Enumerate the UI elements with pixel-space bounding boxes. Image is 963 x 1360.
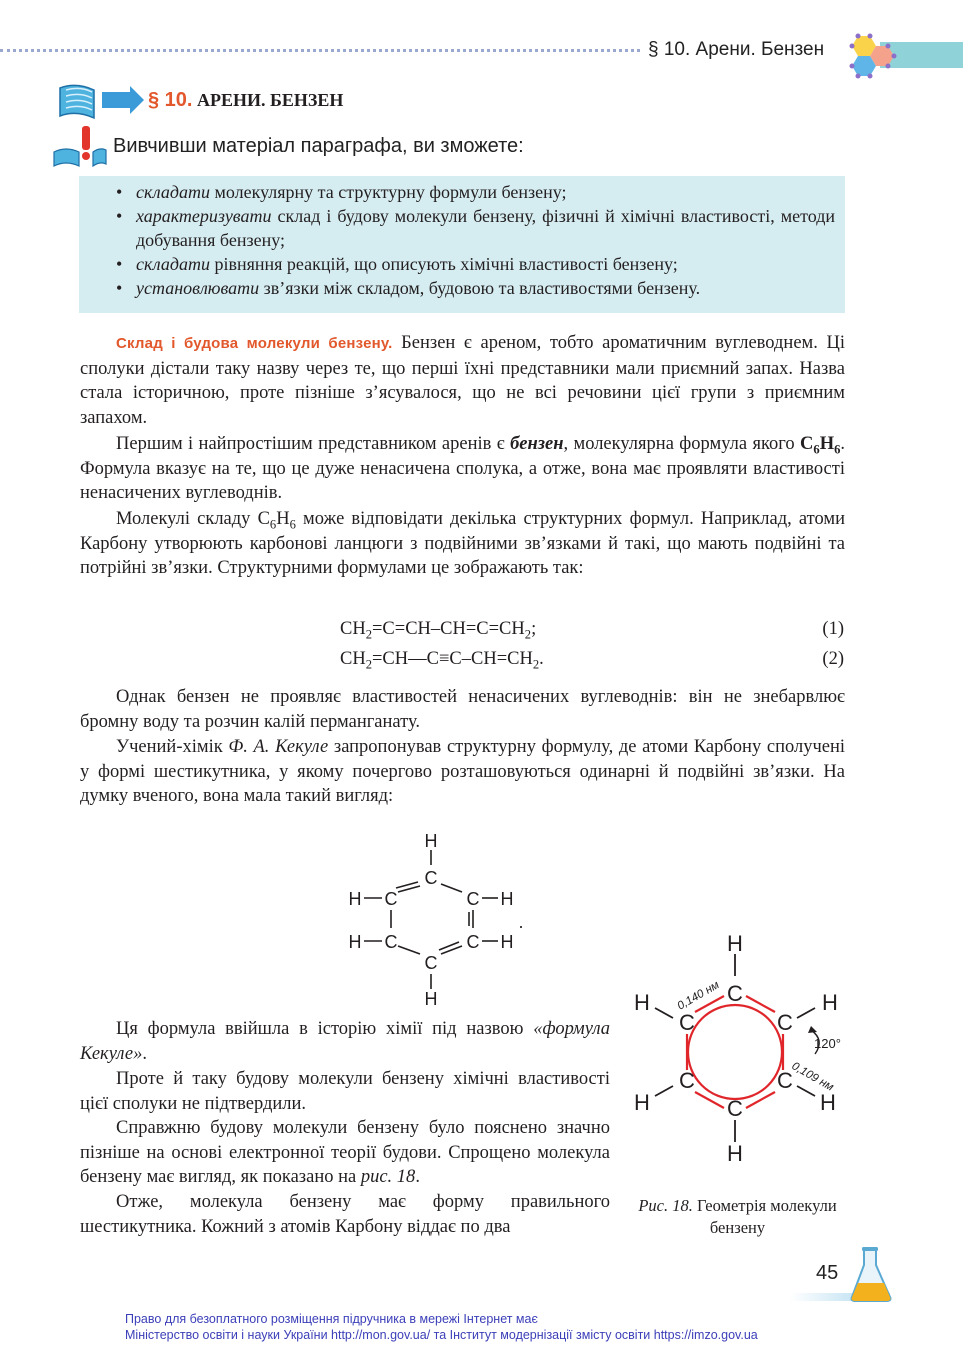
molecular-formula: $C_6H_6$ xyxy=(257,509,296,532)
figure-caption: Рис. 18. Геометрія молекули бензену xyxy=(638,1196,837,1237)
list-item: • установлювати зв’язки між складом, будовою та властивостями бензену. xyxy=(113,276,835,300)
header-dotted-rule xyxy=(0,49,640,52)
goals-intro: Вивчивши матеріал параграфа, ви зможете: xyxy=(113,135,524,157)
page-number: 45 xyxy=(816,1262,839,1284)
section-title xyxy=(148,89,343,112)
footer-line-1: Право для безоплатного розміщення підручника в мережі Інтернет має xyxy=(125,1312,538,1326)
paragraph-not-confirmed: Проте й таку будову молекули бензену хімічні властивості цієї сполуки не підтвердили. xyxy=(80,1069,610,1114)
atom-c: C xyxy=(424,953,438,973)
equation-1: $CH_2=C=CH-CH=C=CH_2$; xyxy=(340,619,537,642)
flask-icon xyxy=(848,1245,894,1303)
atom-c: C xyxy=(384,889,398,909)
kekule-structure-diagram xyxy=(340,828,540,1010)
paragraph-composition: Склад і будова молекули бензену. Бензен є ареном, тобто ароматичним вуглеводнем. Ці сполуки дістали таку назву через те, що перші їхні представники мали приємний запах. Назва стала історичною, проте пізніше з’ясувалося, що не всі речовини цієї групи з приємним запахом. xyxy=(80,333,845,428)
run-in-heading: Склад і будова молекули бензену. xyxy=(116,335,393,352)
section-number: § 10. xyxy=(148,89,193,111)
list-item: • складати рівняння реакцій, що описують хімічні властивості бензену; xyxy=(113,252,835,276)
paragraph-kekule-name: Ця формула ввійшла в історію хімії під назвою «формула Кекуле». xyxy=(80,1019,610,1064)
equation-2-number: (2) xyxy=(822,649,844,669)
paragraph-hexagon: Отже, молекула бензену має форму правильного шестикутника. Кожний з атомів Карбону віддає по два xyxy=(80,1192,610,1237)
atom-h: H xyxy=(348,889,362,909)
equation-1-number: (1) xyxy=(822,619,844,639)
atom-h: H xyxy=(822,990,838,1015)
atom-h: H xyxy=(634,990,650,1015)
list-item: • складати молекулярну та структурну формули бензену; xyxy=(113,180,835,204)
atom-c: C xyxy=(384,932,398,952)
trailing-dot: . xyxy=(518,912,524,932)
equation-2: $CH_2=CH—C\equiv C-CH=CH_2$. xyxy=(340,649,544,672)
molecular-formula: $C_6H_6$ xyxy=(800,434,841,457)
bond-angle: 120° xyxy=(814,1036,841,1051)
atom-c: C xyxy=(424,868,438,888)
atom-h: H xyxy=(634,1090,650,1115)
atom-h: H xyxy=(424,831,438,851)
atom-h: H xyxy=(727,1141,743,1166)
atom-c: C xyxy=(679,1068,695,1093)
atom-c: C xyxy=(679,1010,695,1035)
paragraph-unsaturated: Однак бензен не проявляє властивостей ненасичених вуглеводнів: він не знебарвлює бромну воду та розчин калій перманганату. xyxy=(80,687,845,732)
paragraph-benzene-formula: Першим і найпростішим представником аренів є бензен, молекулярна формула якого $C_6H_6$. Формула вказує на те, що це дуже ненасичена сполука, а отже, вона має проявляти властивості ненасичених вуглеводнів. xyxy=(80,434,845,503)
atom-c: C xyxy=(727,981,743,1006)
atom-c: C xyxy=(466,889,480,909)
footer-line-2: Міністерство освіти і науки України http://mon.gov.ua/ та Інститут модернізації змісту освіти https://imzo.gov.ua xyxy=(125,1328,758,1342)
atom-c: C xyxy=(727,1096,743,1121)
running-header: § 10. Арени. Бензен xyxy=(648,39,825,60)
paragraph-structural: Молекулі складу $C_6H_6$ може відповідати декілька структурних формул. Наприклад, атоми Карбону утворюють карбонові ланцюги з подвійними зв’язками й такі, що мають подвійні та потрійні зв’язки. Структурними формулами це зображають так: xyxy=(80,509,845,578)
goals-list xyxy=(113,180,835,300)
benzene-geometry-figure xyxy=(625,930,855,1170)
paragraph-electronic-theory: Справжню будову молекули бензену було пояснено значно пізніше на основі електронної теорії будови. Спрощено молекула бензену має вигляд, як показано на рис. 18. xyxy=(80,1118,610,1187)
bond-length-ch: 0,109 нм xyxy=(789,1060,836,1094)
atom-h: H xyxy=(727,931,743,956)
atom-h: H xyxy=(348,932,362,952)
atom-h: H xyxy=(424,989,438,1009)
bond-length-cc: 0,140 нм xyxy=(675,979,722,1013)
atom-h: H xyxy=(820,1090,836,1115)
exclamation-book-icon xyxy=(52,126,108,168)
atom-c: C xyxy=(777,1010,793,1035)
section-heading: АРЕНИ. БЕНЗЕН xyxy=(196,90,344,110)
atom-h: H xyxy=(500,932,514,952)
atom-c: C xyxy=(777,1068,793,1093)
atom-h: H xyxy=(500,889,514,909)
atom-c: C xyxy=(466,932,480,952)
list-item: • характеризувати склад і будову молекули бензену, фізичні й хімічні властивості, методи добування бензену; xyxy=(113,204,835,252)
paragraph-kekule: Учений-хімік Ф. А. Кекуле запропонував структурну формулу, де атоми Карбону сполучені у формі шестикутника, у якому почергово розташовуються одинарні й подвійні зв’язки. На думку вченого, вона мала такий вигляд: xyxy=(80,737,846,806)
open-book-arrow-icon xyxy=(56,82,144,120)
hexagon-logo-icon xyxy=(840,28,900,84)
